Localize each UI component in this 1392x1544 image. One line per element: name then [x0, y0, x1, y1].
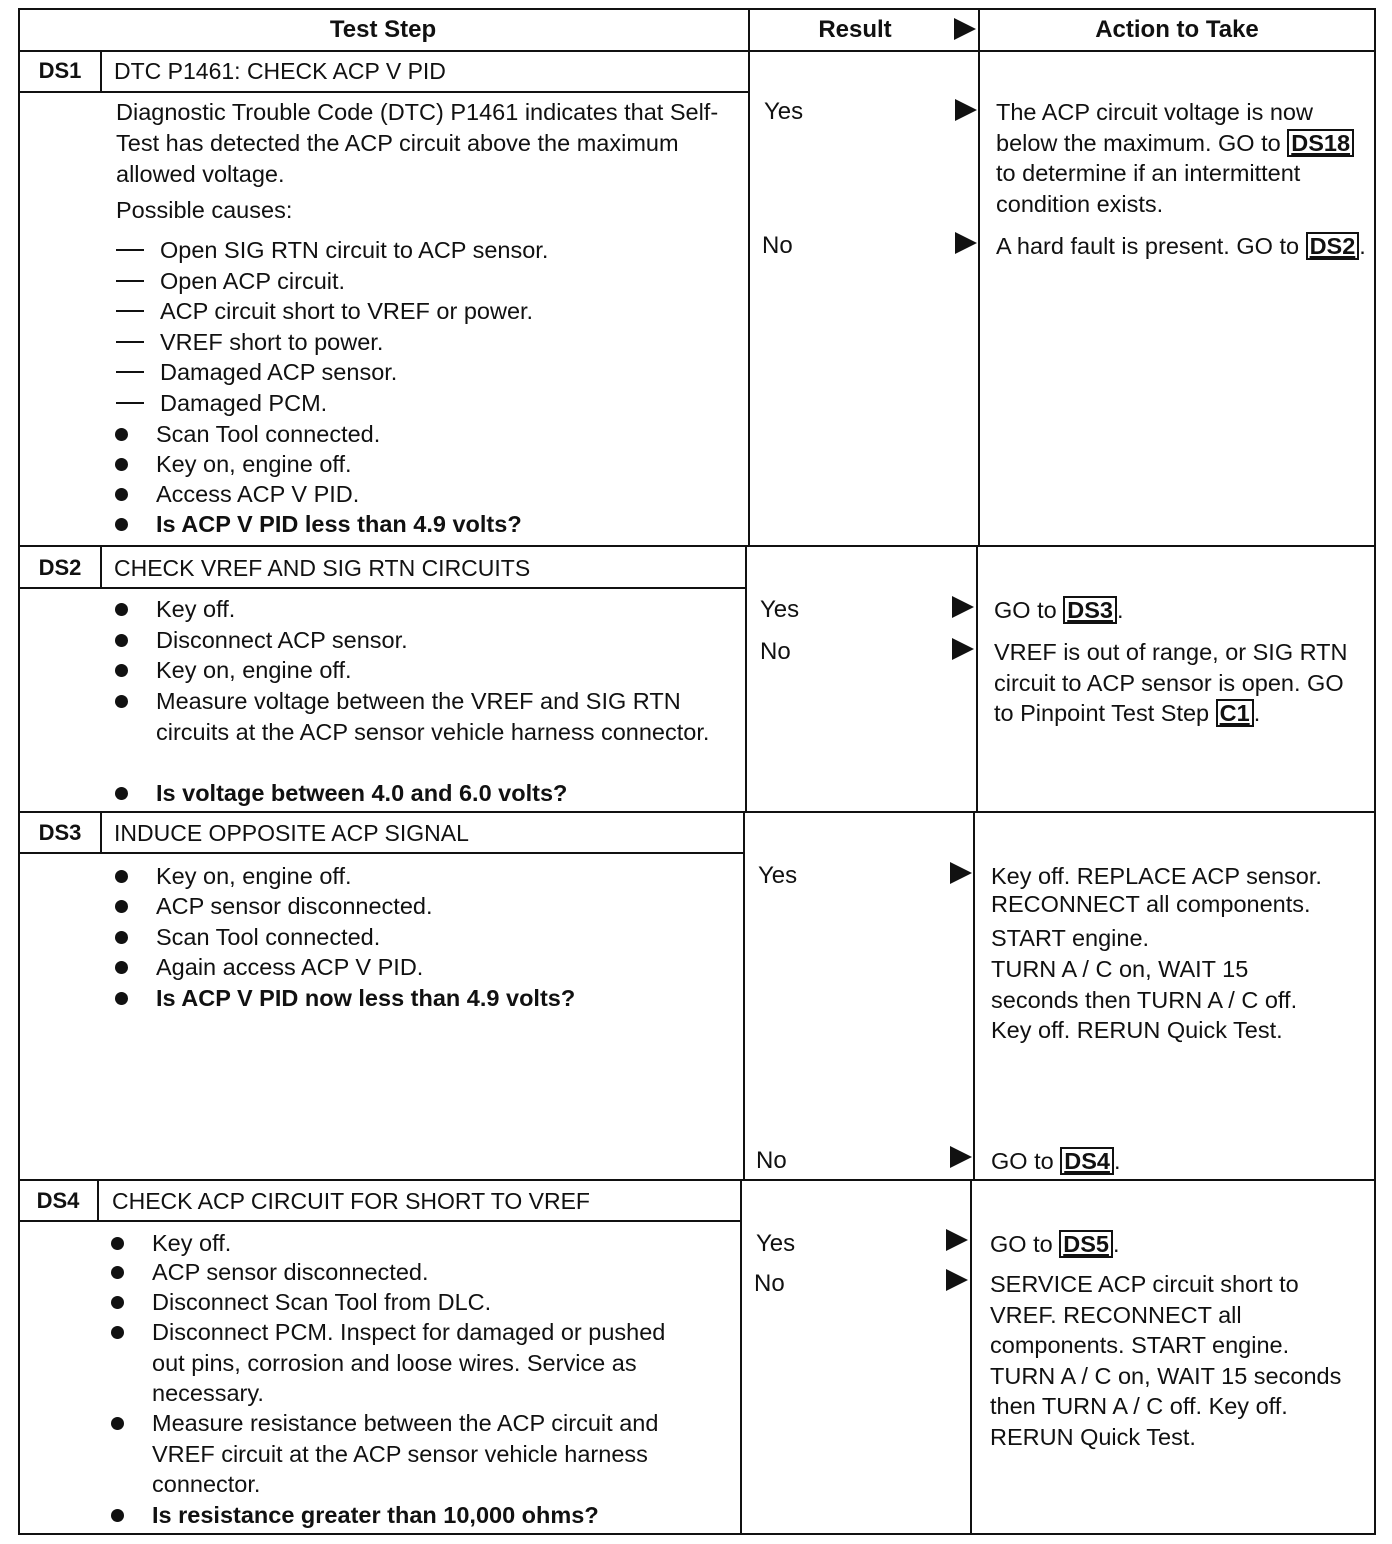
bullet-item: Disconnect PCM. Inspect for damaged or pushed out pins, corrosion and loose wires. Service as necessary. — [108, 1317, 698, 1409]
step-title: CHECK VREF AND SIG RTN CIRCUITS — [114, 555, 531, 581]
step-ref-link[interactable]: C1 — [1216, 699, 1254, 727]
bullet-icon — [111, 1266, 124, 1279]
dash-icon — [116, 280, 144, 282]
col-divider-2a — [978, 8, 980, 546]
step-title: DTC P1461: CHECK ACP V PID — [114, 58, 446, 84]
action-no: A hard fault is present. GO to DS2 . — [996, 233, 1366, 259]
step-code: DS2 — [38, 555, 82, 580]
col-divider-2d — [970, 1180, 972, 1535]
action-no: VREF is out of range, or SIG RTN circuit to ACP sensor is open. GO to Pinpoint Test Step C1 . — [994, 639, 1348, 726]
col-divider-1a — [748, 8, 750, 546]
bullet-icon — [115, 488, 128, 501]
border-bottom — [18, 1533, 1376, 1535]
bullet-icon — [115, 664, 128, 677]
cause-item: VREF short to power. — [116, 327, 383, 358]
bullet-item: ACP sensor disconnected. — [112, 891, 433, 922]
action-no: GO to DS4 . — [991, 1148, 1121, 1174]
arrow-icon — [955, 232, 977, 254]
result-no: No — [756, 1147, 787, 1174]
bullet-item: Access ACP V PID. — [112, 479, 359, 510]
arrow-icon — [950, 862, 972, 884]
result-yes: Yes — [764, 98, 804, 125]
bullet-icon — [115, 603, 128, 616]
header-test-step: Test Step — [329, 16, 437, 43]
bullet-icon — [111, 1296, 124, 1309]
result-no: No — [760, 638, 791, 665]
bullet-item: Measure voltage between the VREF and SIG RTN circuits at the ACP sensor vehicle harness connector. — [112, 686, 712, 747]
result-yes: Yes — [760, 596, 800, 623]
step-ref-link[interactable]: DS4 — [1060, 1147, 1114, 1175]
bullet-item: Scan Tool connected. — [112, 922, 380, 953]
bullet-icon — [115, 458, 128, 471]
row-divider-2 — [18, 811, 1376, 813]
border-left — [18, 8, 20, 1535]
cause-item: ACP circuit short to VREF or power. — [116, 296, 533, 327]
col-divider-1d — [740, 1180, 742, 1535]
bullet-icon — [111, 1237, 124, 1250]
ds1-code-divider — [100, 50, 102, 93]
result-yes: Yes — [756, 1230, 796, 1257]
step-code: DS1 — [38, 58, 82, 83]
ds3-code-divider — [100, 812, 102, 854]
bullet-icon — [115, 695, 128, 708]
cause-item: Open ACP circuit. — [116, 266, 345, 297]
arrow-icon — [955, 99, 977, 121]
arrow-icon — [950, 1146, 972, 1168]
bullet-item: Disconnect ACP sensor. — [112, 625, 408, 656]
dash-icon — [116, 341, 144, 343]
step-ref-link[interactable]: DS3 — [1063, 596, 1117, 624]
bullet-icon — [111, 1509, 124, 1522]
bullet-icon — [111, 1417, 124, 1430]
step-ref-link[interactable]: DS5 — [1059, 1230, 1113, 1258]
col-divider-1b — [745, 546, 747, 812]
ds1-title-bottom — [18, 91, 750, 93]
header-action: Action to Take — [1095, 16, 1259, 43]
col-divider-2b — [976, 546, 978, 812]
bullet-icon — [115, 870, 128, 883]
bullet-item: Scan Tool connected. — [112, 419, 380, 450]
result-no: No — [754, 1270, 785, 1297]
bullet-item: Key on, engine off. — [112, 655, 352, 686]
header-result: Result — [818, 16, 892, 43]
arrow-icon — [952, 596, 974, 618]
step-code: DS4 — [36, 1188, 80, 1213]
bullet-item: ACP sensor disconnected. — [108, 1257, 429, 1288]
bullet-icon — [115, 787, 128, 800]
cause-item: Damaged ACP sensor. — [116, 357, 397, 388]
step-question: Is ACP V PID now less than 4.9 volts? — [112, 983, 575, 1014]
bullet-icon — [115, 961, 128, 974]
header-arrow-icon — [954, 18, 976, 40]
action-yes: GO to DS3 . — [994, 597, 1124, 623]
bullet-item: Measure resistance between the ACP circuit and VREF circuit at the ACP sensor vehicle harness connector. — [108, 1408, 698, 1500]
action-yes: The ACP circuit voltage is now below the maximum. GO to DS18 to determine if an intermittent condition exists. — [996, 97, 1366, 219]
result-yes: Yes — [758, 862, 798, 889]
bullet-item: Key off. — [112, 594, 235, 625]
step-code: DS3 — [38, 820, 82, 845]
cause-item: Open SIG RTN circuit to ACP sensor. — [116, 235, 548, 266]
ds2-code-divider — [100, 546, 102, 589]
ds2-title-bottom — [18, 587, 747, 589]
step-title: CHECK ACP CIRCUIT FOR SHORT TO VREF — [112, 1188, 590, 1214]
border-right — [1374, 8, 1376, 1535]
causes-label: Possible causes: — [116, 197, 293, 223]
cause-item: Damaged PCM. — [116, 388, 327, 419]
result-no: No — [762, 232, 793, 259]
bullet-item: Key on, engine off. — [112, 449, 352, 480]
dash-icon — [116, 402, 144, 404]
bullet-icon — [115, 900, 128, 913]
bullet-item: Disconnect Scan Tool from DLC. — [108, 1287, 491, 1318]
step-question: Is voltage between 4.0 and 6.0 volts? — [112, 778, 567, 809]
bullet-icon — [115, 634, 128, 647]
bullet-item: Key off. — [108, 1228, 231, 1259]
arrow-icon — [946, 1269, 968, 1291]
row-divider-1 — [18, 545, 1376, 547]
dash-icon — [116, 249, 144, 251]
arrow-icon — [952, 638, 974, 660]
arrow-icon — [946, 1229, 968, 1251]
dash-icon — [116, 310, 144, 312]
ds4-title-bottom — [18, 1220, 742, 1222]
dash-icon — [116, 371, 144, 373]
step-ref-link[interactable]: DS18 — [1287, 129, 1354, 157]
col-divider-2c — [973, 812, 975, 1180]
step-question: Is resistance greater than 10,000 ohms? — [108, 1500, 599, 1531]
row-divider-3 — [18, 1179, 1376, 1181]
bullet-icon — [115, 518, 128, 531]
ds3-title-bottom — [18, 852, 745, 854]
bullet-icon — [115, 931, 128, 944]
action-yes: GO to DS5 . — [990, 1231, 1120, 1257]
step-intro: Diagnostic Trouble Code (DTC) P1461 indicates that Self-Test has detected the ACP circuit above the maximum allowed voltage. — [116, 99, 719, 187]
action-no: SERVICE ACP circuit short to VREF. RECONNECT all components. START engine. TURN A / C on, WAIT 15 seconds then TURN A / C off. Key off. RERUN Quick Test. — [990, 1271, 1342, 1450]
step-question: Is ACP V PID less than 4.9 volts? — [112, 509, 522, 540]
bullet-item: Key on, engine off. — [112, 861, 352, 892]
step-ref-link[interactable]: DS2 — [1306, 232, 1360, 260]
col-divider-1c — [743, 812, 745, 1180]
step-title: INDUCE OPPOSITE ACP SIGNAL — [114, 820, 469, 846]
bullet-icon — [115, 992, 128, 1005]
bullet-item: Again access ACP V PID. — [112, 952, 423, 983]
bullet-icon — [111, 1326, 124, 1339]
bullet-icon — [115, 428, 128, 441]
